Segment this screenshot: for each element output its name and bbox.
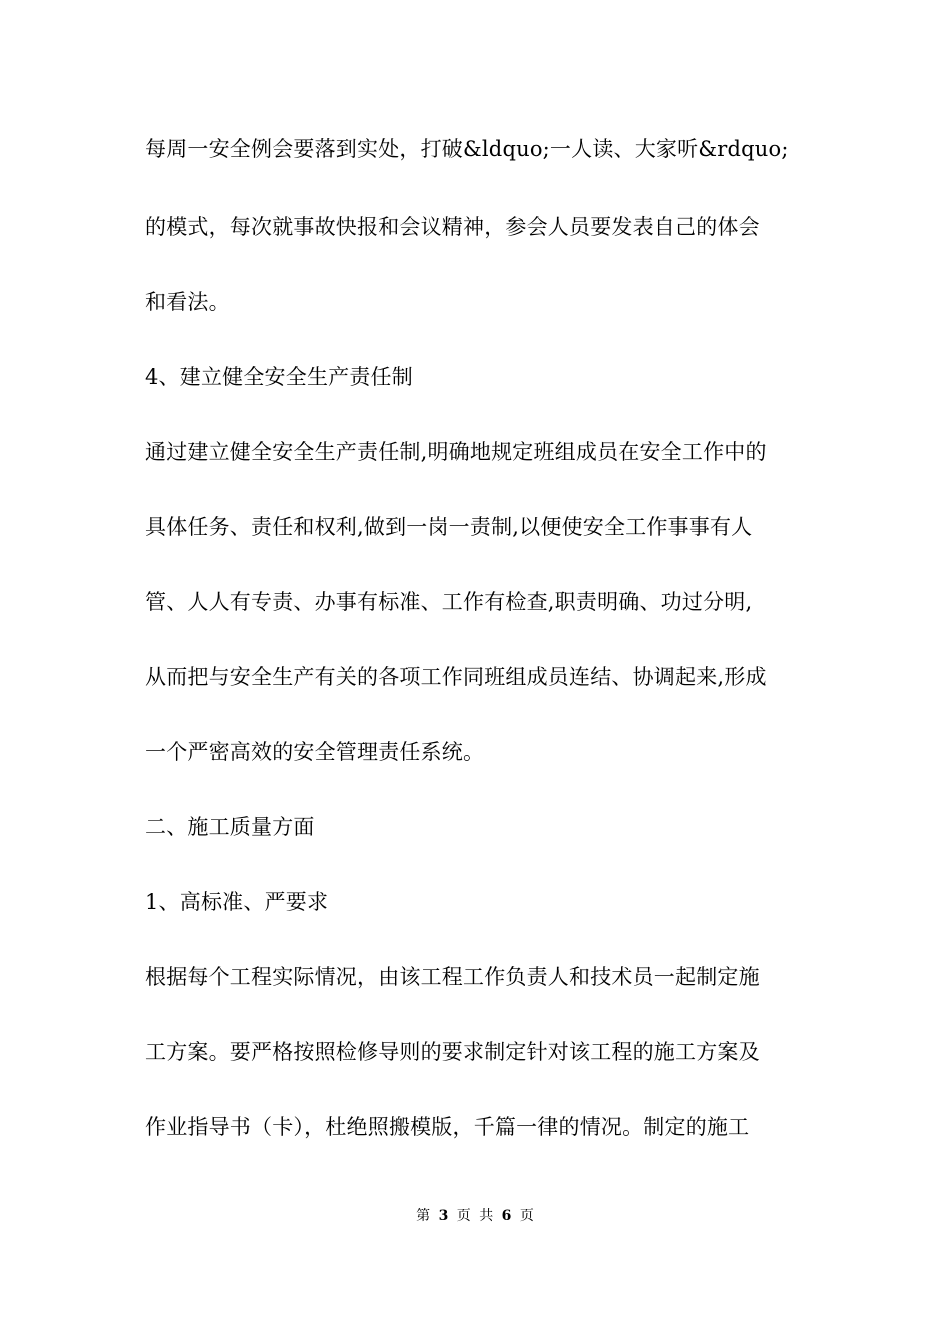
page-footer	[0, 1206, 950, 1226]
section-heading-2: 二、施工质量方面	[145, 815, 315, 839]
body-text-line-12: 根据每个工程实际情况，由该工程工作负责人和技术员一起制定施	[145, 965, 760, 989]
footer-suffix: 页	[519, 1208, 534, 1224]
total-page-number: 6	[501, 1208, 512, 1224]
body-text-line-3: 和看法。	[145, 290, 230, 314]
body-text-line-14: 作业指导书（卡），杜绝照搬模版，千篇一律的情况。制定的施工	[145, 1115, 750, 1139]
subsection-heading-1: 1、高标准、严要求	[145, 890, 329, 914]
current-page-number: 3	[438, 1208, 449, 1224]
footer-page-word: 页	[456, 1208, 471, 1224]
body-text-line-9: 一个严密高效的安全管理责任系统。	[145, 740, 485, 764]
body-text-line-2: 的模式，每次就事故快报和会议精神，参会人员要发表自己的体会	[145, 215, 760, 239]
body-text-line-5: 通过建立健全安全生产责任制,明确地规定班组成员在安全工作中的	[145, 440, 767, 464]
footer-total-word: 共	[479, 1208, 494, 1224]
body-text-line-6: 具体任务、责任和权利,做到一岗一责制,以便使安全工作事事有人	[145, 515, 753, 539]
footer-prefix: 第	[416, 1208, 431, 1224]
body-text-line-1: 每周一安全例会要落到实处，打破&ldquo;一人读、大家听&rdquo;	[145, 137, 789, 161]
body-text-line-7: 管、人人有专责、办事有标准、工作有检查,职责明确、功过分明,	[145, 590, 753, 614]
body-text-line-8: 从而把与安全生产有关的各项工作同班组成员连结、协调起来,形成	[145, 665, 767, 689]
body-text-line-13: 工方案。要严格按照检修导则的要求制定针对该工程的施工方案及	[145, 1040, 760, 1064]
section-heading-4: 4、建立健全安全生产责任制	[145, 365, 413, 389]
